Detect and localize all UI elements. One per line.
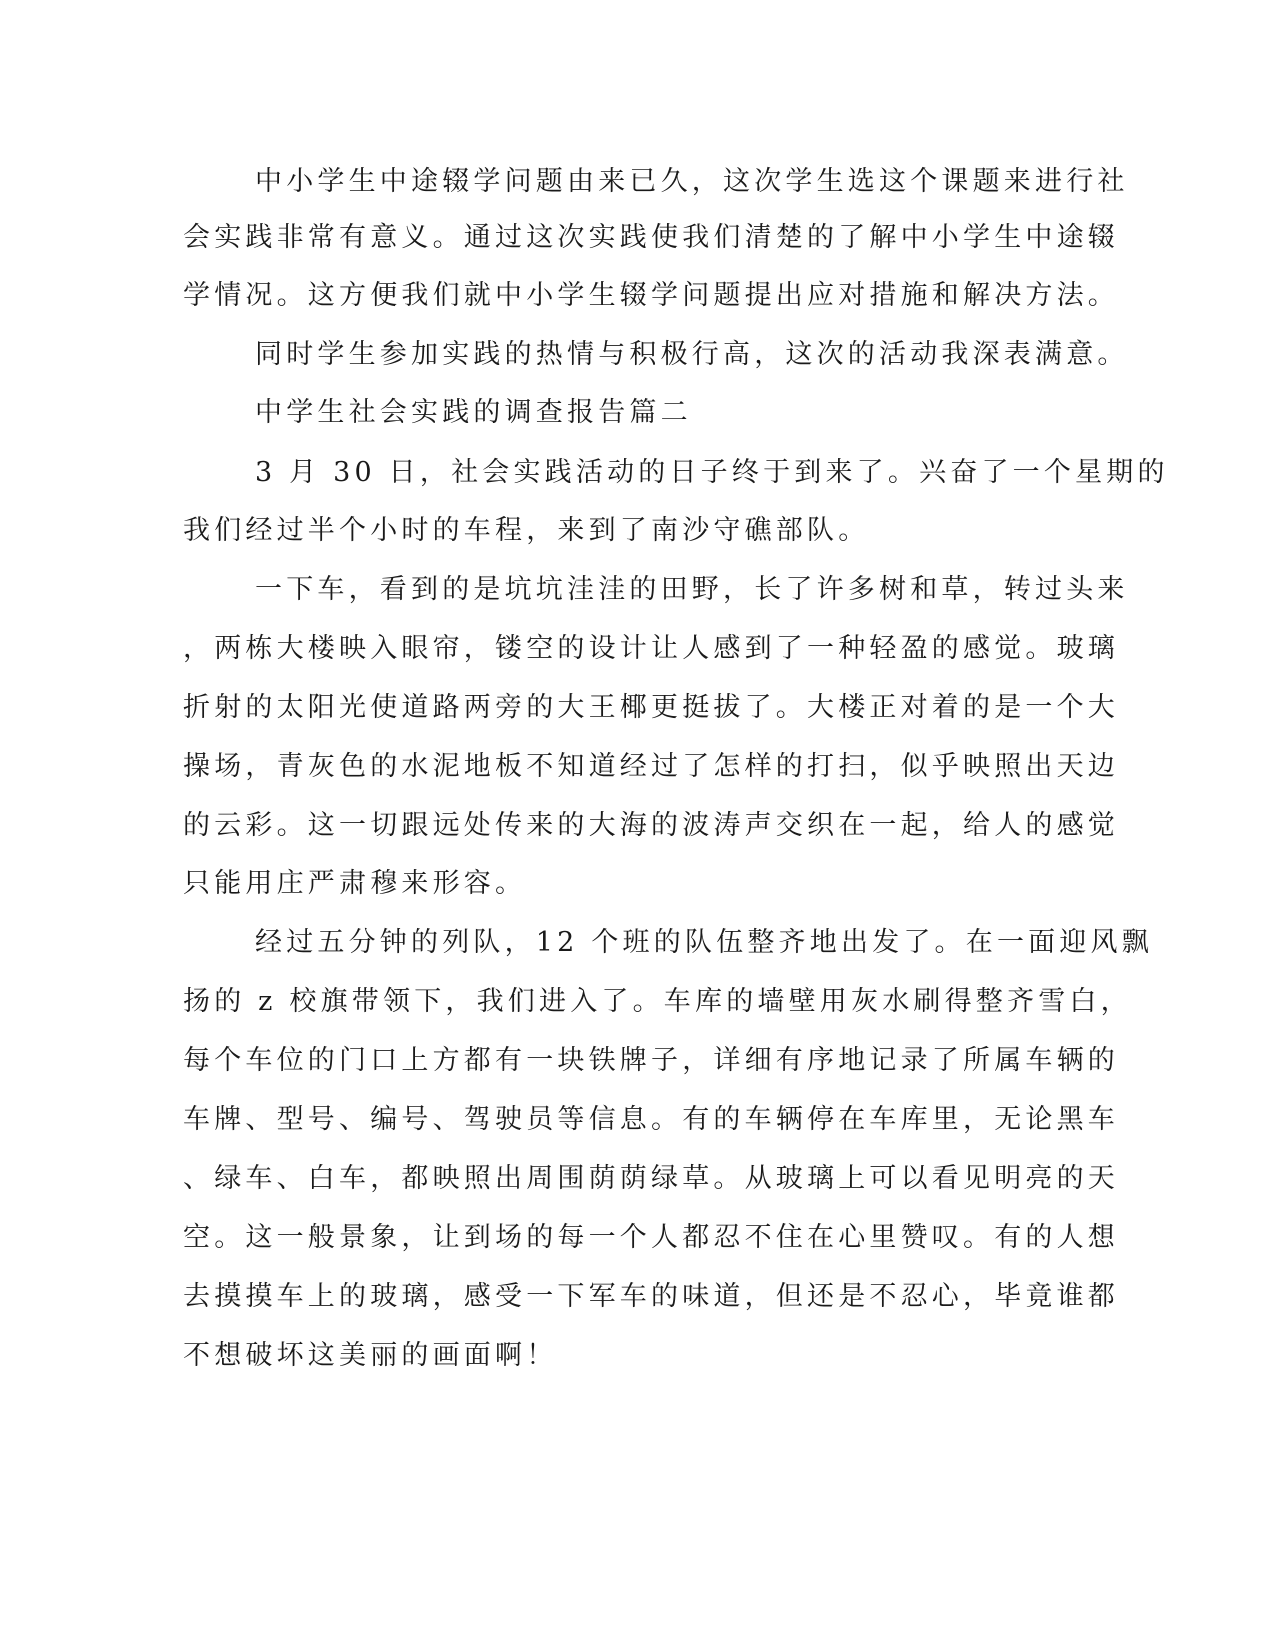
paragraph-4-line-3: 折射的太阳光使道路两旁的大王椰更挺拔了。大楼正对着的是一个大 (183, 692, 1119, 723)
paragraph-3-line-2: 我们经过半个小时的车程，来到了南沙守礁部队。 (183, 515, 870, 546)
paragraph-5-line-5: 、绿车、白车，都映照出周围荫荫绿草。从玻璃上可以看见明亮的天 (183, 1163, 1119, 1194)
paragraph-5-line-1: 经过五分钟的列队，12 个班的队伍整齐地出发了。在一面迎风飘 (255, 927, 1153, 958)
paragraph-5-line-4: 车牌、型号、编号、驾驶员等信息。有的车辆停在车库里，无论黑车 (183, 1104, 1119, 1135)
paragraph-4-line-2: ，两栋大楼映入眼帘，镂空的设计让人感到了一种轻盈的感觉。玻璃 (183, 633, 1119, 664)
paragraph-2-line-1: 同时学生参加实践的热情与积极行高，这次的活动我深表满意。 (255, 339, 1129, 370)
paragraph-4-line-4: 操场，青灰色的水泥地板不知道经过了怎样的打扫，似乎映照出天边 (183, 751, 1119, 782)
paragraph-4-line-5: 的云彩。这一切跟远处传来的大海的波涛声交织在一起，给人的感觉 (183, 810, 1119, 841)
paragraph-1-line-2: 会实践非常有意义。通过这次实践使我们清楚的了解中小学生中途辍 (183, 222, 1119, 253)
paragraph-1-line-1: 中小学生中途辍学问题由来已久，这次学生选这个课题来进行社 (255, 166, 1129, 197)
paragraph-5-line-6: 空。这一般景象，让到场的每一个人都忍不住在心里赞叹。有的人想 (183, 1222, 1119, 1253)
paragraph-1-line-3: 学情况。这方便我们就中小学生辍学问题提出应对措施和解决方法。 (183, 280, 1119, 311)
paragraph-5-line-7: 去摸摸车上的玻璃，感受一下军车的味道，但还是不忍心，毕竟谁都 (183, 1281, 1119, 1312)
paragraph-4-line-1: 一下车，看到的是坑坑洼洼的田野，长了许多树和草，转过头来 (255, 574, 1129, 605)
paragraph-3-line-1: 3 月 30 日，社会实践活动的日子终于到来了。兴奋了一个星期的 (255, 457, 1169, 488)
section-heading: 中学生社会实践的调查报告篇二 (255, 397, 692, 428)
paragraph-4-line-6: 只能用庄严肃穆来形容。 (183, 868, 527, 899)
paragraph-5-line-8: 不想破坏这美丽的画面啊！ (183, 1340, 558, 1371)
paragraph-5-line-3: 每个车位的门口上方都有一块铁牌子，详细有序地记录了所属车辆的 (183, 1045, 1119, 1076)
paragraph-5-line-2: 扬的 z 校旗带领下，我们进入了。车库的墙壁用灰水刷得整齐雪白， (183, 986, 1132, 1017)
